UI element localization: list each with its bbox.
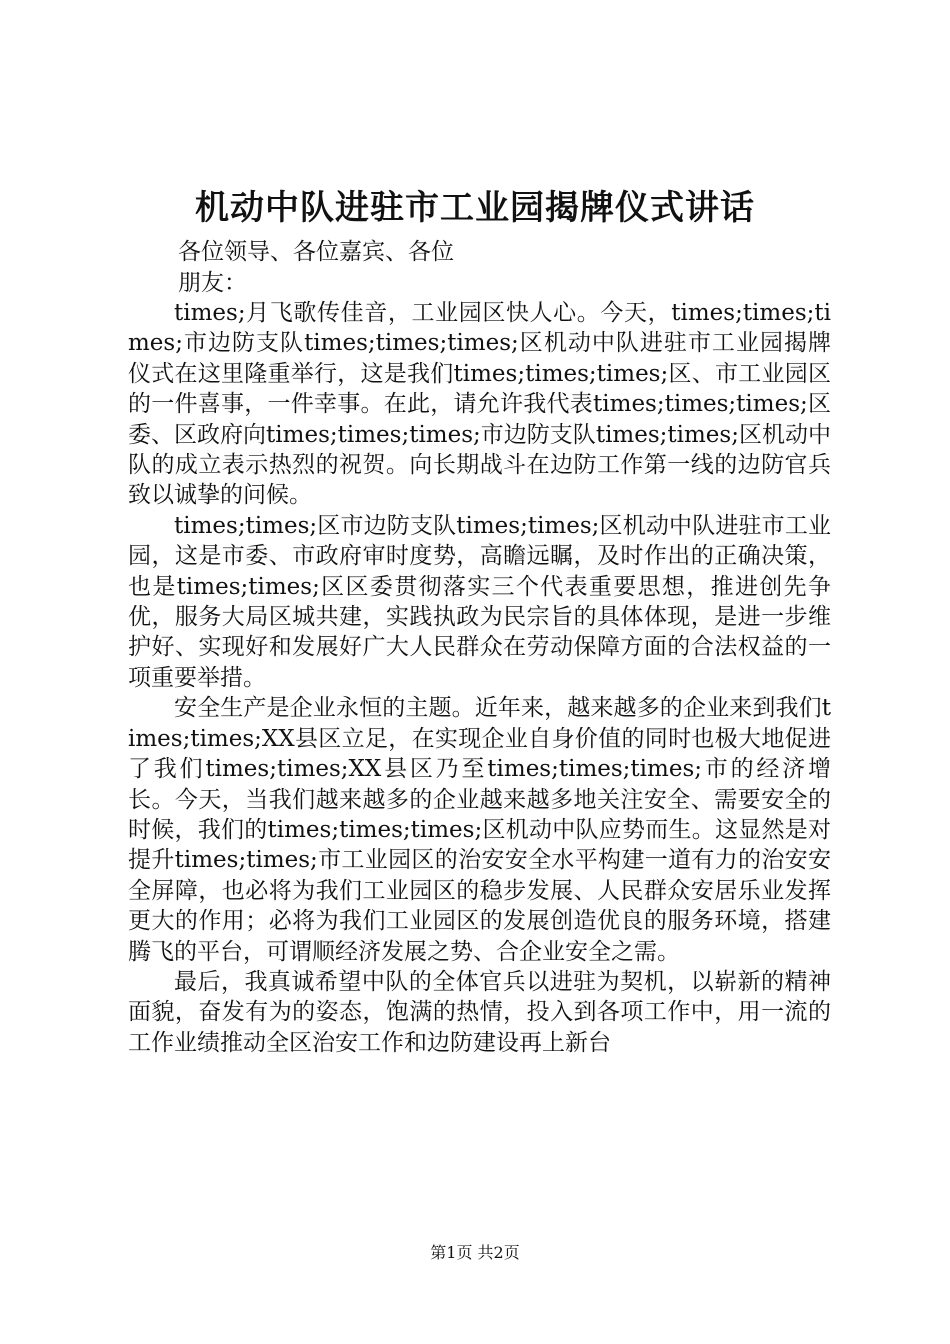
paragraph-3: 安全生产是企业永恒的主题。近年来，越来越多的企业来到我们times;times;XX县区立足，在实现企业自身价值的同时也极大地促进了我们times;times;XX县区乃至times;times;times;市的经济增长。今天，当我们越来越多的企业越来越多地关注安全、需要安全的时候，我们的times;times;times;区机动中队应势而生。这显然是对提升times;times;市工业园区的治安安全水平构建一道有力的治安安全屏障，也必将为我们工业园区的稳步发展、人民群众安居乐业发挥更大的作用；必将为我们工业园区的发展创造优良的服务环境，搭建腾飞的平台，可谓顺经济发展之势、合企业安全之需。 bbox=[128, 695, 831, 965]
document-title: 机动中队进驻市工业园揭牌仪式讲话 bbox=[195, 188, 755, 228]
paragraph-2: times;times;区市边防支队times;times;区机动中队进驻市工业园，这是市委、市政府审时度势，高瞻远瞩，及时作出的正确决策，也是times;times;区区委贯彻落实三个代表重要思想，推进创先争优，服务大局区城共建，实践执政为民宗旨的具体体现，是进一步维护好、实现好和发展好广大人民群众在劳动保障方面的合法权益的一项重要举措。 bbox=[128, 512, 831, 691]
salutation-line-1: 各位领导、各位嘉宾、各位 bbox=[178, 239, 454, 265]
document-body bbox=[128, 298, 831, 1058]
paragraph-1: times;月飞歌传佳音，工业园区快人心。今天，times;times;times;市边防支队times;times;times;区机动中队进驻市工业园揭牌仪式在这里隆重举行，这是我们times;times;times;区、市工业园区的一件喜事，一件幸事。在此，请允许我代表times;times;times;区委、区政府向times;times;times;市边防支队times;times;区机动中队的成立表示热烈的祝贺。向长期战斗在边防工作第一线的边防官兵致以诚挚的问候。 bbox=[128, 300, 831, 509]
salutation-line-2: 朋友： bbox=[178, 270, 247, 296]
paragraph-4: 最后，我真诚希望中队的全体官兵以进驻为契机，以崭新的精神面貌，奋发有为的姿态，饱满的热情，投入到各项工作中，用一流的工作业绩推动全区治安工作和边防建设再上新台 bbox=[128, 968, 831, 1056]
page-footer: 第1页 共2页 bbox=[430, 1243, 520, 1262]
